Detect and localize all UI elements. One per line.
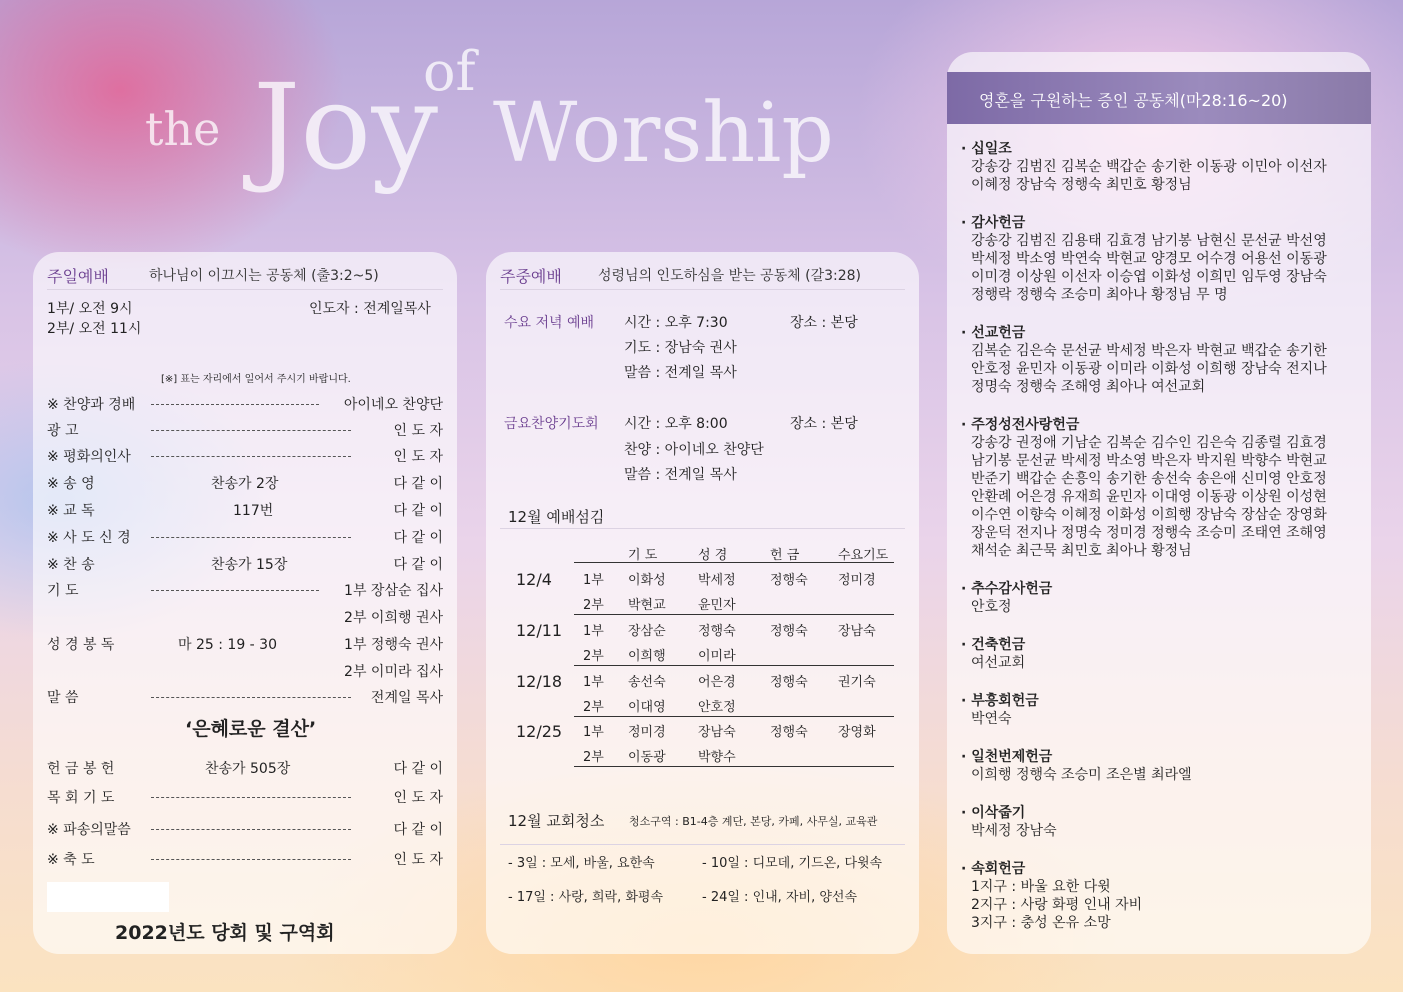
offering-header: 영혼을 구원하는 증인 공동체(마28:16~20): [947, 72, 1371, 124]
schedule-cell: 장삼순: [628, 624, 666, 639]
order-item: 성 경 봉 독: [47, 637, 115, 653]
schedule-cell: 안호정: [698, 700, 736, 715]
offering-section: [961, 802, 1361, 840]
order-item: 기 도: [47, 583, 79, 599]
offering-section-title: · 건축헌금: [961, 637, 1026, 653]
offering-names: 박세정 장남숙: [971, 823, 1057, 839]
offering-names: 강송강 권정애 기남순 김복순 김수인 김은숙 김종렬 김효경: [971, 435, 1327, 451]
order-leader: 다 같 이: [393, 476, 443, 492]
offering-names: 1지구 : 바울 요한 다윗: [971, 879, 1111, 895]
fri-service-name: 금요찬양기도회: [504, 416, 599, 432]
order-leader: 인 도 자: [393, 790, 443, 806]
leader-dots: [151, 859, 351, 860]
schedule-date: 12/4: [516, 570, 552, 589]
offering-names: 강송강 김범진 김용태 김효경 남기봉 남현신 문선균 박선영: [971, 233, 1327, 249]
order-detail: 찬송가 505장: [205, 761, 291, 777]
schedule-cell: 권기숙: [838, 675, 876, 690]
offering-names: 채석순 최근묵 최민호 최아나 황정님: [971, 543, 1192, 559]
schedule-cell: 정행숙: [770, 573, 808, 588]
schedule-cell: 1부: [583, 725, 604, 740]
order-leader: 2부 이미라 집사: [344, 664, 443, 680]
order-item: 광 고: [47, 423, 79, 439]
wed-service-name: 수요 저녁 예배: [504, 315, 595, 331]
order-detail: 마 25 : 19 - 30: [178, 637, 277, 653]
divider: [500, 528, 905, 529]
order-leader: 1부 정행숙 권사: [344, 637, 443, 653]
schedule-cell: 이미라: [698, 649, 736, 664]
offering-names: 이희행 정행숙 조승미 조은별 최라엘: [971, 767, 1192, 783]
offering-section: [961, 212, 1361, 304]
schedule-cell: 정행숙: [698, 624, 736, 639]
service-first: 1부/ 오전 9시: [47, 301, 133, 317]
schedule-date: 12/18: [516, 672, 563, 691]
title-worship: Worship: [493, 86, 834, 181]
offering-names: 장운덕 전지나 정명숙 정미경 정행숙 조승미 조태연 조해영: [971, 525, 1327, 541]
fri-time: 시간 : 오후 8:00: [624, 416, 728, 432]
offering-section-title: · 부흥회헌금: [961, 693, 1039, 709]
schedule-cell: 1부: [583, 624, 604, 639]
offering-section-title: · 십일조: [961, 141, 1012, 157]
order-item: ※ 찬양과 경배: [47, 397, 136, 413]
order-item: ※ 평화의인사: [47, 449, 131, 465]
wed-word: 말씀 : 전계일 목사: [624, 365, 737, 381]
schedule-column-header: 수요기도: [838, 548, 889, 563]
sunday-theme: 하나님이 이끄시는 공동체 (출3:2~5): [149, 268, 379, 284]
offering-names: 안환례 어은경 유재희 윤민자 이대영 이동광 이상원 이성현: [971, 489, 1327, 505]
order-item: ※ 찬 송: [47, 557, 95, 573]
offering-section: [961, 634, 1361, 672]
leader: 인도자 : 전계일목사: [309, 301, 431, 317]
order-leader: 인 도 자: [393, 449, 443, 465]
leader-dots: [151, 404, 319, 405]
schedule-cell: 정미경: [838, 573, 876, 588]
wed-place: 장소 : 본당: [790, 315, 858, 331]
offering-names: 3지구 : 충성 온유 소망: [971, 915, 1111, 931]
order-item: ※ 축 도: [47, 852, 95, 868]
order-detail: 찬송가 15장: [211, 557, 288, 573]
schedule-cell: 이화성: [628, 573, 666, 588]
title-the: the: [145, 102, 221, 156]
leader-dots: [151, 456, 351, 457]
weekday-label: 주중예배: [500, 267, 562, 286]
schedule-column-header: 성 경: [698, 548, 728, 563]
weekday-theme: 성령님의 인도하심을 받는 공동체 (갈3:28): [598, 268, 862, 284]
leader-dots: [151, 537, 351, 538]
schedule-cell: 2부: [583, 649, 604, 664]
order-leader: 아이네오 찬양단: [343, 397, 443, 413]
title-joy: Joy: [253, 58, 439, 196]
order-item: 헌 금 봉 헌: [47, 761, 115, 777]
order-item: ※ 사 도 신 경: [47, 530, 131, 546]
offering-section: [961, 414, 1361, 560]
divider: [500, 844, 905, 845]
offering-section-title: · 속회헌금: [961, 861, 1026, 877]
sunday-worship-panel: [33, 252, 457, 954]
sermon-title: ‘은혜로운 결산’: [185, 718, 317, 740]
clean-week-2: - 10일 : 디모데, 기드온, 다윗속: [702, 856, 883, 871]
offering-section: [961, 690, 1361, 728]
clean-week-3: - 17일 : 사랑, 희락, 화평속: [508, 890, 664, 905]
offering-names: 이혜정 장남숙 정행숙 최민호 황정님: [971, 177, 1192, 193]
offering-section: [961, 322, 1361, 396]
offering-names: 여선교회: [971, 655, 1026, 671]
footer-title: 2022년도 당회 및 구역회: [115, 922, 335, 944]
sunday-header: [47, 262, 443, 290]
order-leader: 인 도 자: [393, 852, 443, 868]
schedule-column-header: 헌 금: [770, 548, 800, 563]
offering-names: 정행락 정행숙 조승미 최아나 황정님 무 명: [971, 287, 1228, 303]
schedule-rule: [574, 665, 894, 666]
order-item: 목 회 기 도: [47, 790, 115, 806]
schedule-cell: 어은경: [698, 675, 736, 690]
schedule-cell: 정행숙: [770, 675, 808, 690]
schedule-date: 12/25: [516, 722, 563, 741]
schedule-cell: 윤민자: [698, 598, 736, 613]
schedule-column-header: 기 도: [628, 548, 658, 563]
schedule-cell: 박향수: [698, 750, 736, 765]
leader-dots: [151, 829, 351, 830]
schedule-cell: 정행숙: [770, 624, 808, 639]
offering-names: 안호정 윤민자 이동광 이미라 이화성 이희행 장남숙 전지나: [971, 361, 1327, 377]
offering-names: 정명숙 정행숙 조해영 최아나 여선교회: [971, 379, 1206, 395]
schedule-cell: 정행숙: [770, 725, 808, 740]
schedule-cell: 2부: [583, 598, 604, 613]
order-item: ※ 파송의말씀: [47, 822, 131, 838]
offering-section: [961, 858, 1361, 932]
offering-section-title: · 선교헌금: [961, 325, 1026, 341]
schedule-rule: [574, 766, 894, 767]
order-leader: 인 도 자: [393, 423, 443, 439]
schedule-date: 12/11: [516, 621, 563, 640]
offering-section: [961, 578, 1361, 616]
schedule-cell: 이대영: [628, 700, 666, 715]
title-of: of: [423, 40, 476, 103]
offering-names: 2지구 : 사랑 화평 인내 자비: [971, 897, 1143, 913]
order-detail: 찬송가 2장: [211, 476, 279, 492]
schedule-cell: 송선숙: [628, 675, 666, 690]
cleaning-area: 청소구역 : B1-4층 계단, 본당, 카페, 사무실, 교육관: [629, 815, 878, 828]
order-leader: 2부 이희행 권사: [344, 610, 443, 626]
leader-dots: [151, 590, 319, 591]
order-leader: 다 같 이: [393, 557, 443, 573]
fri-praise: 찬양 : 아이네오 찬양단: [624, 442, 764, 458]
service-second: 2부/ 오전 11시: [47, 321, 142, 337]
wed-prayer: 기도 : 장남숙 권사: [624, 340, 737, 356]
offering-names: 박세정 박소영 박연숙 박현교 양경모 어수경 어용선 이동광: [971, 251, 1327, 267]
sunday-label: 주일예배: [47, 267, 109, 286]
leader-dots: [151, 697, 351, 698]
schedule-rule: [574, 716, 894, 717]
offering-names: 이수연 이향숙 이혜정 이화성 이희행 장남숙 장삼순 장영화: [971, 507, 1327, 523]
schedule-cell: 장남숙: [838, 624, 876, 639]
order-leader: 다 같 이: [393, 530, 443, 546]
schedule-cell: 박세정: [698, 573, 736, 588]
schedule-cell: 장영화: [838, 725, 876, 740]
offering-names: 이미경 이상원 이선자 이승엽 이화성 이희민 임두영 장남숙: [971, 269, 1327, 285]
schedule-cell: 정미경: [628, 725, 666, 740]
order-leader: 다 같 이: [393, 503, 443, 519]
offering-section-title: · 이삭줍기: [961, 805, 1026, 821]
schedule-cell: 1부: [583, 573, 604, 588]
weekday-header: [500, 262, 905, 290]
schedule-cell: 박현교: [628, 598, 666, 613]
schedule-title: 12월 예배섬김: [508, 508, 605, 526]
offering-section: [961, 138, 1361, 194]
offering-section-title: · 주정성전사랑헌금: [961, 417, 1080, 433]
weekday-worship-panel: [486, 252, 919, 954]
offering-panel: [947, 52, 1371, 954]
clean-week-4: - 24일 : 인내, 자비, 양선속: [702, 890, 858, 905]
fri-place: 장소 : 본당: [790, 416, 858, 432]
schedule-rule: [574, 614, 894, 615]
cleaning-title: 12월 교회청소: [508, 812, 605, 830]
offering-section: [961, 746, 1361, 784]
order-item: 말 씀: [47, 690, 79, 706]
standing-note: [※] 표는 자리에서 일어서 주시기 바랍니다.: [161, 374, 351, 385]
offering-section-title: · 일천번제헌금: [961, 749, 1053, 765]
offering-names: 반준기 백갑순 손흥익 송기한 송선숙 송은애 신미영 안호정: [971, 471, 1327, 487]
order-detail: 117번: [233, 503, 274, 519]
offering-names: 김복순 김은숙 문선균 박세정 박은자 박현교 백갑순 송기한: [971, 343, 1327, 359]
offering-names: 남기봉 문선균 박세정 박소영 박은자 박지원 박향수 박현교: [971, 453, 1327, 469]
schedule-cell: 1부: [583, 675, 604, 690]
order-leader: 다 같 이: [393, 822, 443, 838]
order-item: ※ 교 독: [47, 503, 95, 519]
clean-week-1: - 3일 : 모세, 바울, 요한속: [508, 856, 655, 871]
order-leader: 전계일 목사: [370, 690, 443, 706]
offering-names: 박연숙: [971, 711, 1012, 727]
offering-section-title: · 감사헌금: [961, 215, 1026, 231]
offering-section-title: · 추수감사헌금: [961, 581, 1053, 597]
order-item: ※ 송 영: [47, 476, 95, 492]
offering-names: 안호정: [971, 599, 1012, 615]
order-leader: 다 같 이: [393, 761, 443, 777]
schedule-cell: 이동광: [628, 750, 666, 765]
offering-names: 강송강 김범진 김복순 백갑순 송기한 이동광 이민아 이선자: [971, 159, 1327, 175]
order-leader: 1부 장삼순 집사: [344, 583, 443, 599]
wed-time: 시간 : 오후 7:30: [624, 315, 728, 331]
leader-dots: [151, 797, 351, 798]
schedule-cell: 장남숙: [698, 725, 736, 740]
leader-dots: [151, 430, 351, 431]
blank-box: [47, 882, 169, 912]
fri-word: 말씀 : 전계일 목사: [624, 467, 737, 483]
schedule-cell: 2부: [583, 750, 604, 765]
schedule-cell: 2부: [583, 700, 604, 715]
schedule-cell: 이희행: [628, 649, 666, 664]
